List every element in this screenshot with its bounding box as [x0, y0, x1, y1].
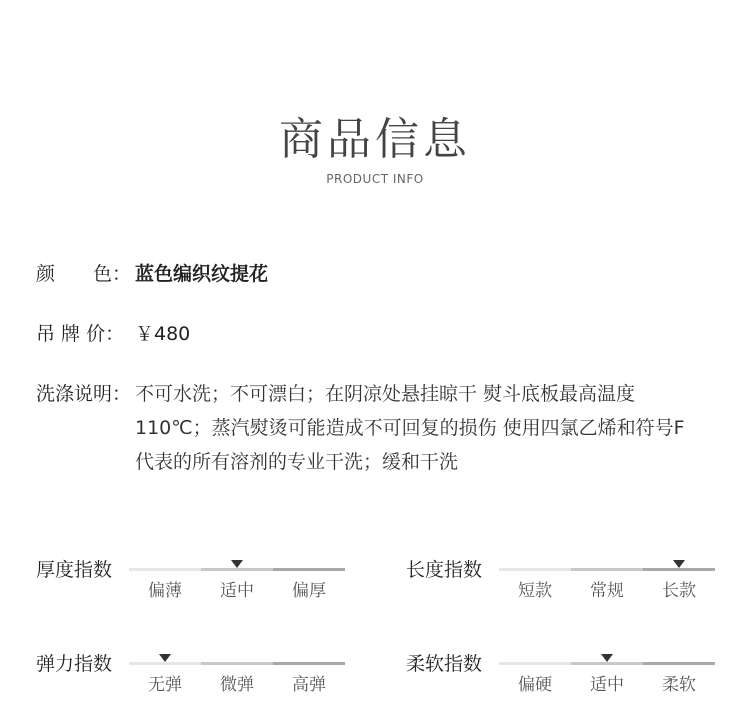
indicator-label: 长度指数	[406, 559, 483, 581]
scale-segment	[499, 568, 571, 571]
indicator-option: 柔软	[662, 675, 696, 695]
elasticity-indicator	[36, 650, 376, 710]
scale-segment	[129, 662, 201, 665]
wash-line: 不可水洗；不可漂白；在阴凉处悬挂晾干 熨斗底板最高温度	[135, 383, 636, 405]
price-label: 吊 牌 价：	[36, 323, 125, 345]
indicator-label: 厚度指数	[36, 559, 113, 581]
color-value: 蓝色编织纹提花	[135, 263, 269, 285]
indicator-scale	[129, 556, 345, 616]
scale-segment	[273, 662, 345, 665]
color-label: 颜 色：	[36, 263, 132, 285]
indicator-scale	[499, 650, 715, 710]
scale-segment	[201, 662, 273, 665]
indicator-scale	[499, 556, 715, 616]
selected-marker-icon	[159, 654, 171, 662]
wash-line: 代表的所有溶剂的专业干洗；缓和干洗	[135, 451, 459, 473]
indicator-label: 柔软指数	[406, 653, 483, 675]
indicator-option: 适中	[220, 581, 254, 601]
indicator-option: 偏厚	[292, 581, 326, 601]
indicator-option: 常规	[590, 581, 624, 601]
page-title: 商品信息	[279, 114, 471, 165]
wash-label: 洗涤说明：	[36, 383, 132, 405]
indicator-option: 高弹	[292, 675, 326, 695]
indicator-option: 偏硬	[518, 675, 552, 695]
indicator-option: 无弹	[148, 675, 182, 695]
indicator-option: 长款	[662, 581, 696, 601]
scale-segment	[499, 662, 571, 665]
indicator-option: 偏薄	[148, 581, 182, 601]
scale-segment	[643, 568, 715, 571]
selected-marker-icon	[231, 560, 243, 568]
scale-segment	[201, 568, 273, 571]
thickness-indicator	[36, 556, 376, 616]
indicator-option: 短款	[518, 581, 552, 601]
indicator-scale	[129, 650, 345, 710]
scale-segment	[571, 662, 643, 665]
page-subtitle: PRODUCT INFO	[326, 172, 424, 186]
scale-segment	[129, 568, 201, 571]
softness-indicator	[406, 650, 746, 710]
scale-segment	[643, 662, 715, 665]
selected-marker-icon	[601, 654, 613, 662]
price-value: ￥480	[135, 323, 191, 345]
indicator-label: 弹力指数	[36, 653, 113, 675]
scale-segment	[273, 568, 345, 571]
indicator-option: 适中	[590, 675, 624, 695]
wash-line: 110℃；蒸汽熨烫可能造成不可回复的损伤 使用四氯乙烯和符号F	[135, 417, 685, 439]
length-indicator	[406, 556, 746, 616]
wash-instructions	[135, 377, 735, 479]
selected-marker-icon	[673, 560, 685, 568]
indicator-option: 微弹	[220, 675, 254, 695]
scale-segment	[571, 568, 643, 571]
